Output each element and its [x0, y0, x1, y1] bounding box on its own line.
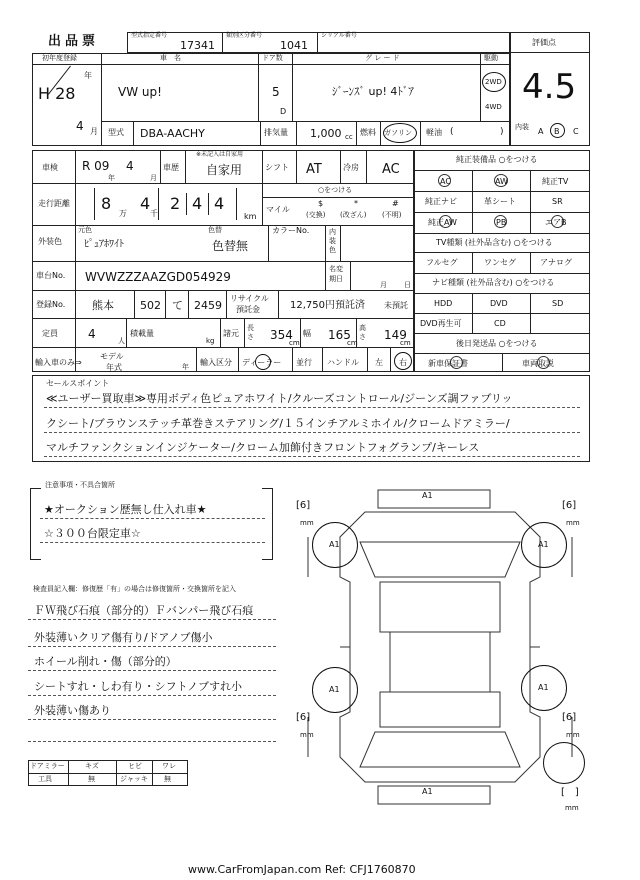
equip-nav: 純正ナビ: [425, 197, 457, 206]
sales-line-1: ≪ユーザー買取車≫専用ボディ色ピュアホワイト/クルーズコントロール/ジーンズ調ファブリッ: [46, 392, 513, 405]
meter-tamper-2: (改ざん): [340, 211, 367, 219]
recycle-label-1: リサイクル: [230, 294, 269, 303]
handle-right: 右: [399, 358, 407, 367]
color-orig-label: 元色: [78, 226, 92, 234]
wid-unit: cm: [347, 339, 358, 347]
interior-label: 内装: [515, 123, 529, 131]
spare-tire: [543, 742, 585, 784]
shift-value: AT: [306, 162, 322, 177]
hgt-label: 高さ: [359, 324, 366, 341]
reg-kana: て: [172, 299, 183, 312]
doors-label: ドア数: [262, 54, 283, 62]
color-name-label: 色替: [208, 226, 222, 234]
color-orig-value: ﾋﾟｭｱﾎﾜｲﾄ: [84, 239, 124, 250]
equip-aw2: 純正AW: [428, 218, 457, 227]
sales-line-2: クシート/ブラウンステッチ革巻きステアリング/１５インチアルミホイル/クロームドアミラー/: [46, 417, 510, 430]
windshield-outline: [380, 582, 500, 632]
transfer-label: 名変期日: [329, 265, 343, 283]
tread-spare-unit: mm: [565, 804, 579, 812]
rear-bumper-outline: [378, 786, 490, 804]
tread-fl-unit: mm: [300, 519, 314, 527]
nav-dvd-player: DVD再生可: [420, 319, 462, 328]
mileage-label: 走行距離: [38, 199, 70, 208]
later-label: 後日発送品 ○をつける: [456, 339, 538, 348]
capacity-value: 4: [88, 327, 96, 341]
interior-b: B: [554, 127, 560, 136]
tv-one: ワンセグ: [484, 258, 516, 267]
cc-unit: cc: [345, 133, 353, 141]
shaken-value: R 09: [82, 159, 110, 173]
legend-h-4: ワレ: [162, 762, 176, 770]
legend-h-2: キズ: [85, 762, 99, 770]
interior-a: A: [538, 127, 544, 136]
usage-note: ※未記入は自家用: [196, 151, 244, 158]
load-label: 積載量: [130, 329, 154, 338]
drive-2wd: 2WD: [485, 78, 502, 86]
later-manual: 車両取説: [522, 359, 554, 368]
hood-outline: [360, 542, 520, 577]
dims-label: 諸元: [223, 329, 239, 338]
usage-label: 車歴: [163, 163, 179, 172]
drive-4wd: 4WD: [485, 103, 502, 111]
grade-label: グ レ ー ド: [365, 54, 400, 62]
shaken-month-unit: 月: [150, 174, 157, 182]
first-reg-month: 4: [76, 119, 84, 133]
inspector-line-1: ＦＷ飛び石痕（部分的）Ｆバンパー飛び石痕: [34, 604, 254, 617]
shaken-label: 車検: [42, 163, 58, 172]
first-reg-era: H 28: [38, 84, 76, 103]
mileage-digit-2: 4: [140, 194, 151, 213]
tread-rl-unit: mm: [300, 731, 314, 739]
nav-cd: CD: [494, 319, 506, 328]
handle-left: 左: [375, 358, 383, 367]
tread-rr: [6]: [562, 712, 577, 723]
nav-type-label: ナビ種類 (社外品含む) ○をつける: [432, 278, 555, 287]
model-spec-label: 型式指定番号: [131, 32, 168, 39]
notes-line-1: ★オークション歴無し仕入れ車★: [44, 503, 207, 516]
reg-num: 2459: [194, 299, 222, 312]
serial-label: シリアル番号: [321, 32, 357, 39]
transfer-day: 日: [404, 281, 411, 289]
sheet-title: 出品票: [48, 34, 100, 49]
chassis-label: 車台No.: [36, 271, 66, 280]
inspector-line-5: 外装薄い傷あり: [34, 704, 111, 717]
displacement-label: 排気量: [264, 128, 288, 137]
interior-c: C: [573, 127, 579, 136]
meter-swap-2: (交換): [306, 211, 326, 219]
footer-ref: www.CarFromJapan.com Ref: CFJ1760870: [188, 863, 416, 876]
mileage-sen: 千: [150, 209, 158, 218]
tire-fl-label: A1: [329, 540, 340, 549]
legend-v-4: 無: [164, 775, 171, 783]
legend-h-1: ドアミラー: [30, 762, 65, 770]
model-value: DBA-AACHY: [140, 127, 205, 140]
notes-label: 注意事項・不具合箇所: [45, 481, 115, 489]
tv-type-label: TV種類 (社外品含む) ○をつける: [436, 238, 553, 247]
recycle-label-2: 預託金: [236, 305, 260, 314]
mileage-man: 万: [119, 209, 127, 218]
len-value: 354: [270, 328, 293, 342]
capacity-label: 定員: [42, 329, 58, 338]
ac-label: 冷房: [343, 163, 359, 172]
recycle-unpaid: 未預託: [384, 301, 408, 310]
inspector-label: 検査員記入欄：修復歴「有」の場合は修復箇所・交換箇所を記入: [33, 585, 236, 593]
shift-label: シフト: [265, 163, 289, 172]
color-name-value: 色替無: [212, 239, 249, 253]
tire-rr-label: A1: [538, 683, 549, 692]
model-year-label-1: モデル: [100, 352, 124, 361]
import-label: 輸入車のみ⇒: [35, 358, 82, 367]
mileage-digit-3: 2: [170, 194, 181, 213]
equip-leather: 革シート: [484, 197, 516, 206]
tv-analog: アナログ: [540, 258, 572, 267]
nav-sd: SD: [552, 299, 564, 308]
wid-value: 165: [328, 328, 351, 342]
tv-full: フルセグ: [426, 258, 458, 267]
legend-v-1: 工具: [38, 775, 52, 783]
color-no-label: カラーNo.: [272, 226, 310, 235]
mileage-digit-5: 4: [214, 194, 225, 213]
meter-tamper-1: *: [354, 199, 358, 208]
recycle-value: 12,750円預託済: [290, 300, 365, 311]
score-label: 評価点: [532, 38, 556, 47]
roof-outline: [390, 632, 490, 692]
grade-value: ｼﾞｰﾝｽﾞ up! 4ﾄﾞｱ: [332, 85, 414, 98]
displacement-value: 1,000: [310, 127, 342, 140]
tire-rl-label: A1: [329, 685, 340, 694]
category-value: 1041: [280, 39, 308, 52]
fuel-diesel: 軽油: [426, 128, 442, 137]
notes-line-2: ☆３００台限定車☆: [44, 527, 141, 540]
equip-ab: エアB: [545, 218, 567, 227]
bumper-front-label: A1: [422, 491, 433, 500]
import-type-label: 輸入区分: [200, 358, 232, 367]
nav-hdd: HDD: [434, 299, 453, 308]
tread-spare: [ ]: [561, 787, 579, 798]
equip-std-label: 純正装備品 ○をつける: [456, 155, 538, 164]
hgt-unit: cm: [400, 339, 411, 347]
int-color-label: 内装色: [329, 228, 336, 254]
later-warranty: 新車保証書: [428, 359, 468, 368]
fuel-gas: ガソリン: [384, 129, 412, 137]
legend-v-2: 無: [88, 775, 95, 783]
sales-label: セールスポイント: [46, 379, 110, 388]
score-value: 4.5: [522, 67, 577, 107]
tire-fr-label: A1: [538, 540, 549, 549]
model-spec-value: 17341: [180, 39, 215, 52]
drive-label: 駆動: [484, 54, 498, 62]
hgt-value: 149: [384, 328, 407, 342]
model-year-label-2: 年式: [106, 363, 122, 372]
reg-label: 登録No.: [36, 300, 66, 309]
legend-v-3: ジャッキ: [120, 775, 148, 783]
equip-sr: SR: [552, 197, 563, 206]
transfer-month: 月: [380, 281, 387, 289]
import-parallel: 並行: [296, 358, 312, 367]
inspector-line-2: 外装薄いクリア傷有り/ドアノブ傷小: [34, 631, 213, 644]
first-reg-label: 初年度登録: [42, 54, 77, 62]
meter-swap-1: $: [318, 199, 324, 208]
mileage-digit-1: 8: [101, 194, 112, 213]
equip-tv: 純正TV: [542, 177, 569, 186]
tread-rr-unit: mm: [566, 731, 580, 739]
import-dealer: ディーラー: [242, 358, 282, 367]
tread-fl: [6]: [296, 500, 311, 511]
meter-unknown-1: #: [392, 199, 399, 208]
ac-value: AC: [382, 162, 400, 177]
equip-pb: PB: [496, 218, 507, 227]
capacity-unit: 人: [118, 337, 125, 345]
tread-fr-unit: mm: [566, 519, 580, 527]
doors-value: 5: [272, 85, 280, 99]
mileage-digit-4: 4: [192, 194, 203, 213]
bumper-rear-label: A1: [422, 787, 433, 796]
equip-aw: AW: [495, 177, 508, 186]
handle-label: ハンドル: [327, 358, 359, 367]
len-label: 長さ: [247, 324, 254, 341]
usage-value: 自家用: [206, 163, 243, 177]
reg-area: 熊本: [92, 299, 114, 312]
wid-label: 幅: [303, 329, 311, 338]
tread-rl: [6]: [296, 712, 311, 723]
len-unit: cm: [289, 339, 300, 347]
body-outline: [340, 512, 540, 782]
import-dealer-circle: [255, 354, 271, 370]
sales-line-3: マルチファンクションインジケーター/クローム加飾付きフロントフォグランプ/キーレス: [46, 441, 480, 454]
mileage-km: km: [244, 212, 257, 221]
tread-fr: [6]: [562, 500, 577, 511]
shaken-month: 4: [126, 159, 134, 173]
doors-suffix: D: [280, 107, 287, 116]
first-reg-month-unit: 月: [90, 127, 98, 136]
trunk-outline: [360, 732, 520, 767]
vehicle-name: VW up!: [118, 85, 162, 99]
legend-h-3: ヒビ: [128, 762, 142, 770]
rear-glass-outline: [380, 692, 500, 727]
meter-mile: マイル: [266, 205, 290, 214]
fuel-label: 燃料: [360, 128, 376, 137]
color-label: 外装色: [38, 237, 62, 246]
vehicle-name-label: 車 名: [160, 54, 181, 62]
front-bumper-outline: [378, 490, 490, 508]
chassis-value: WVWZZZAAZGD054929: [85, 270, 231, 284]
category-label: 類別区分番号: [226, 32, 263, 39]
first-reg-year-unit: 年: [84, 71, 92, 80]
reg-class: 502: [140, 299, 161, 312]
meter-circle-note: ○をつける: [318, 186, 353, 194]
inspector-line-3: ホイール削れ・傷（部分的）: [34, 655, 177, 668]
meter-unknown-2: (不明): [382, 211, 402, 219]
model-year-unit: 年: [182, 363, 189, 371]
nav-dvd: DVD: [490, 299, 508, 308]
equip-ac: AC: [440, 177, 451, 186]
shaken-year-unit: 年: [108, 174, 115, 182]
load-unit: kg: [206, 337, 215, 345]
model-label: 型式: [108, 128, 124, 137]
inspector-line-4: シートすれ・しわ有り・シフトノブすれ小: [34, 680, 243, 693]
